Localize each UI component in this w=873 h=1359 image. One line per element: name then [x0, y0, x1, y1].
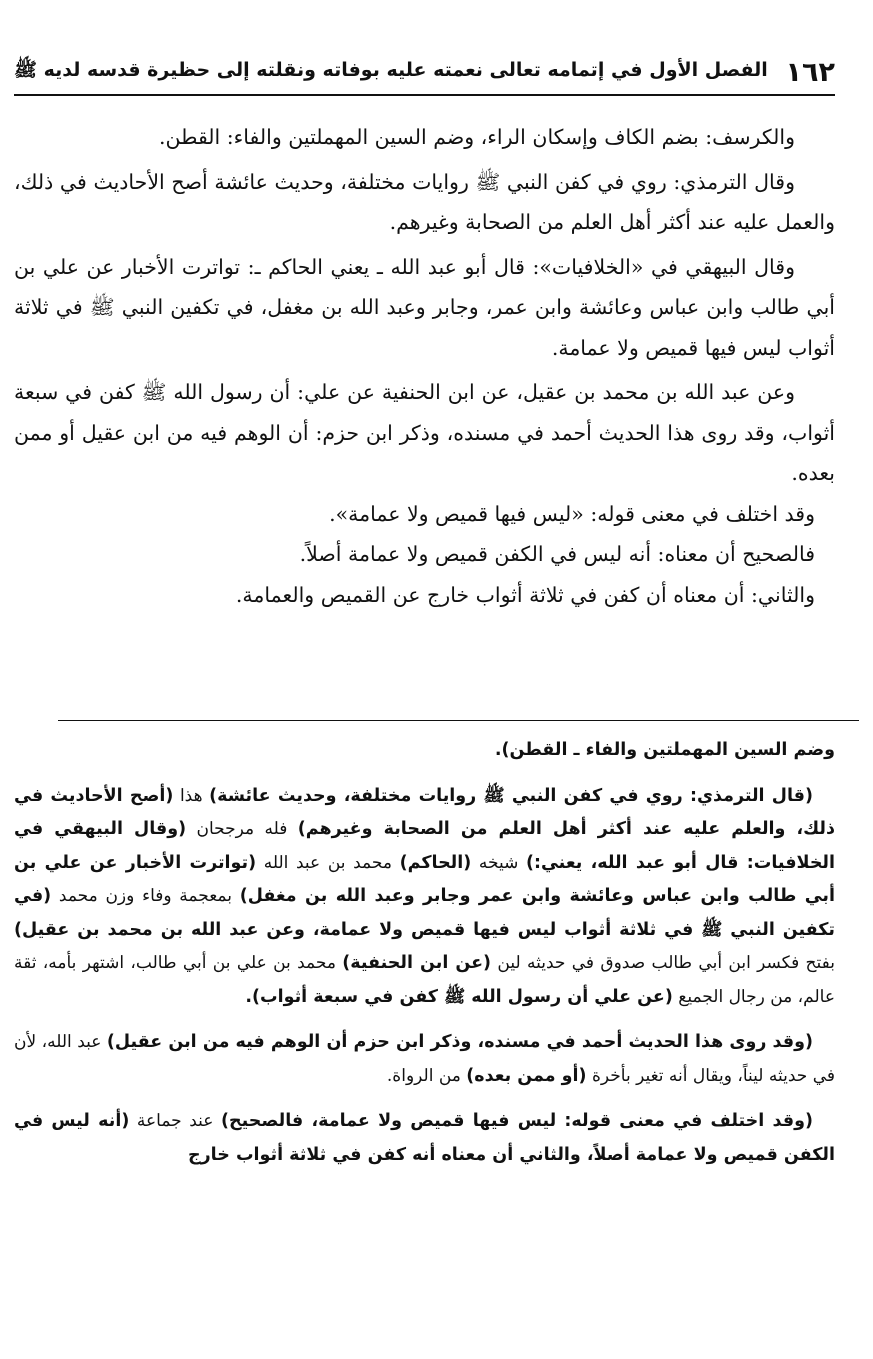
page-header [14, 50, 835, 96]
quoted-text-run: (أصح الأحاديث في ذلك، والعلم عليه عند أكثر أهل العلم من الصحابة وغيرهم) [14, 785, 835, 839]
commentary-paragraph [14, 1026, 835, 1093]
quoted-text-run: (وقال البيهقي في الخلافيات: قال أبو عبد الله، يعني:) [14, 819, 835, 873]
quoted-text-run: (تواترت الأخبار عن علي بن أبي طالب وابن عباس وعائشة وابن عمر وجابر وعبد الله بن مغفل) [14, 852, 835, 906]
quoted-text-run: (أو ممن بعده) [466, 1065, 587, 1086]
commentary-text-run: من الرواة. [386, 1065, 467, 1086]
main-paragraph: وقد اختلف في معنى قوله: «ليس فيها قميص ولا عمامة». [329, 501, 815, 526]
running-title: الفصل الأول في إتمامه تعالى نعمته عليه بوفاته ونقلته إلى حظيرة قدسه لديه ﷺ [14, 59, 768, 81]
commentary-text [14, 734, 835, 1172]
commentary-text-run: شيخه [471, 852, 526, 873]
page-number: ١٦٢ [785, 56, 835, 88]
commentary-paragraph [14, 1105, 835, 1172]
quoted-text-run: (عن ابن الحنفية) [342, 953, 492, 973]
commentary-text-run: فله مرجحان [186, 819, 298, 839]
commentary-text-run: هذا [173, 785, 210, 806]
quoted-text-run: (الحاكم) [399, 852, 472, 873]
quoted-text-run: (قال الترمذي: روي في كفن النبي ﷺ روايات مختلفة، وحديث عائشة) [209, 785, 813, 806]
main-paragraph: وقال البيهقي في «الخلافيات»: قال أبو عبد الله ـ يعني الحاكم ـ: تواترت الأخبار عن علي بن أبي طالب وابن عباس وعائشة وابن عمر، وجابر وعبد الله بن مغفل، في تكفين النبي ﷺ في ثلاثة أثواب ليس فيها قميص ولا عمامة. [14, 254, 835, 360]
main-paragraph: والثاني: أن معناه أن كفن في ثلاثة أثواب خارج عن القميص والعمامة. [235, 582, 815, 607]
commentary-text-run: عند جماعة [129, 1111, 222, 1131]
main-paragraph: وعن عبد الله بن محمد بن عقيل، عن ابن الحنفية عن علي: أن رسول الله ﷺ كفن في سبعة أثواب، وقد روى هذا الحديث أحمد في مسنده، وذكر ابن حزم: أن الوهم فيه من ابن عقيل أو ممن بعده. [14, 380, 835, 485]
main-text [14, 117, 835, 615]
quoted-text-run: وضم السين المهملتين والفاء ـ القطن). [494, 740, 835, 760]
commentary-text-run: عبد الله، لأن في حديثه ليناً، ويقال أنه تغير بأخرة [14, 1032, 835, 1086]
main-paragraph: فالصحيح أن معناه: أنه ليس في الكفن قميص ولا عمامة أصلاً. [299, 542, 815, 566]
commentary-text-run: بفتح فكسر ابن أبي طالب صدوق في حديثه لين [491, 953, 835, 973]
quoted-text-run: (عن علي أن رسول الله ﷺ كفن في سبعة أثواب). [245, 986, 673, 1007]
main-paragraph: وقال الترمذي: روي في كفن النبي ﷺ روايات مختلفة، وحديث عائشة أصح الأحاديث في ذلك، والعمل عليه عند أكثر أهل العلم من الصحابة وغيرهم. [14, 169, 835, 234]
quoted-text-run: (وقد اختلف في معنى قوله: ليس فيها قميص ولا عمامة، فالصحيح) [221, 1111, 813, 1131]
commentary-paragraph [14, 734, 835, 768]
quoted-text-run: (وقد روى هذا الحديث أحمد في مسنده، وذكر ابن حزم أن الوهم فيه من ابن عقيل) [106, 1032, 813, 1052]
commentary-text-run: بمعجمة وفاء وزن محمد [51, 886, 240, 906]
commentary-paragraph [14, 780, 835, 1015]
quoted-text-run: (أنه ليس في الكفن قميص ولا عمامة أصلاً، والثاني أن معناه أنه كفن في ثلاثة أثواب خارج [14, 1111, 835, 1165]
main-paragraph: والكرسف: بضم الكاف وإسكان الراء، وضم السين المهملتين والفاء: القطن. [159, 125, 795, 149]
commentary-text-run: محمد بن علي بن أبي طالب، اشتهر بأمه، ثقة عالم، من رجال الجميع [14, 953, 835, 1007]
commentary-text-run: محمد بن عبد الله [256, 852, 400, 873]
footnote-divider [58, 720, 859, 721]
quoted-text-run: (في تكفين النبي ﷺ في ثلاثة أثواب ليس فيها قميص ولا عمامة، وعن عبد الله بن محمد بن عقيل) [14, 886, 835, 940]
